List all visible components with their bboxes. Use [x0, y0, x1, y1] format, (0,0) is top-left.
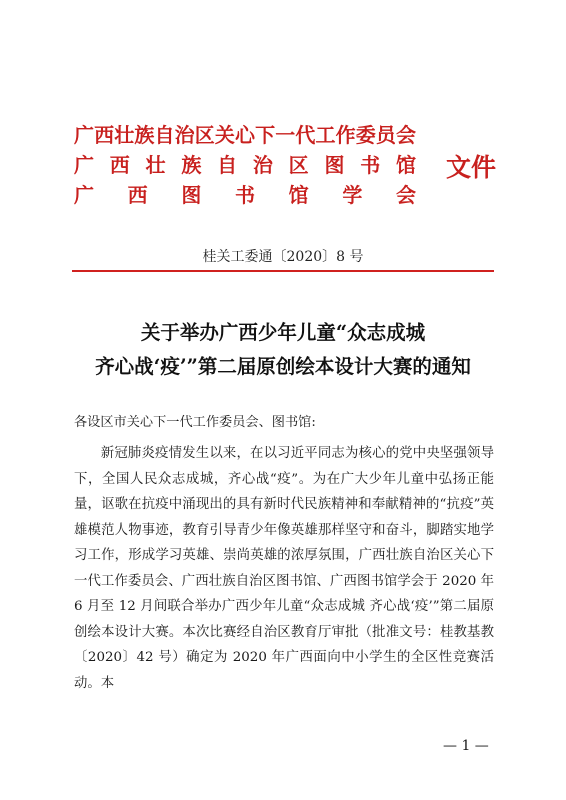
notice-title-line-2: 齐心战‘疫’”第二届原创绘本设计大赛的通知 [95, 355, 471, 378]
page-number: — 1 — [443, 738, 489, 754]
issuer-name-3: 广西图书馆学会 [74, 183, 416, 207]
salutation: 各设区市关心下一代工作委员会、图书馆: [74, 415, 316, 430]
issuer-name-2: 广西壮族自治区图书馆 [74, 153, 416, 177]
notice-title-line-1: 关于举办广西少年儿童“众志成城 [140, 321, 426, 344]
issuer-name-1: 广西壮族自治区关心下一代工作委员会 [74, 123, 416, 147]
red-divider [72, 270, 494, 272]
body-paragraph: 新冠肺炎疫情发生以来，在以习近平同志为核心的党中央坚强领导下，全国人民众志成城，齐心战“疫”。为在广大少年儿童中弘扬正能量，讴歌在抗疫中涌现出的具有新时代民族精神和奉献精神的“抗疫”英雄模范人物事迹，教育引导青少年像英雄那样坚守和奋斗，脚踏实地学习工作，形成学习英雄、崇尚英雄的浓厚氛围，广西壮族自治区关心下一代工作委员会、广西壮族自治区图书馆、广西图书馆学会于 2020 年 6 月至 12 月间联合举办广西少年儿童“众志成城 齐心战‘疫’”第二届原创绘本设计大赛。本次比赛经自治区教育厅审批（批准文号：桂教基教〔2020〕42 号）确定为 2020 年广西面向中小学生的全区性竞赛活动。本 [74, 446, 494, 691]
issuing-authority-header [74, 123, 514, 215]
document-number: 桂关工委通〔2020〕8 号 [202, 249, 364, 265]
document-type-label: 文件 [446, 153, 497, 182]
